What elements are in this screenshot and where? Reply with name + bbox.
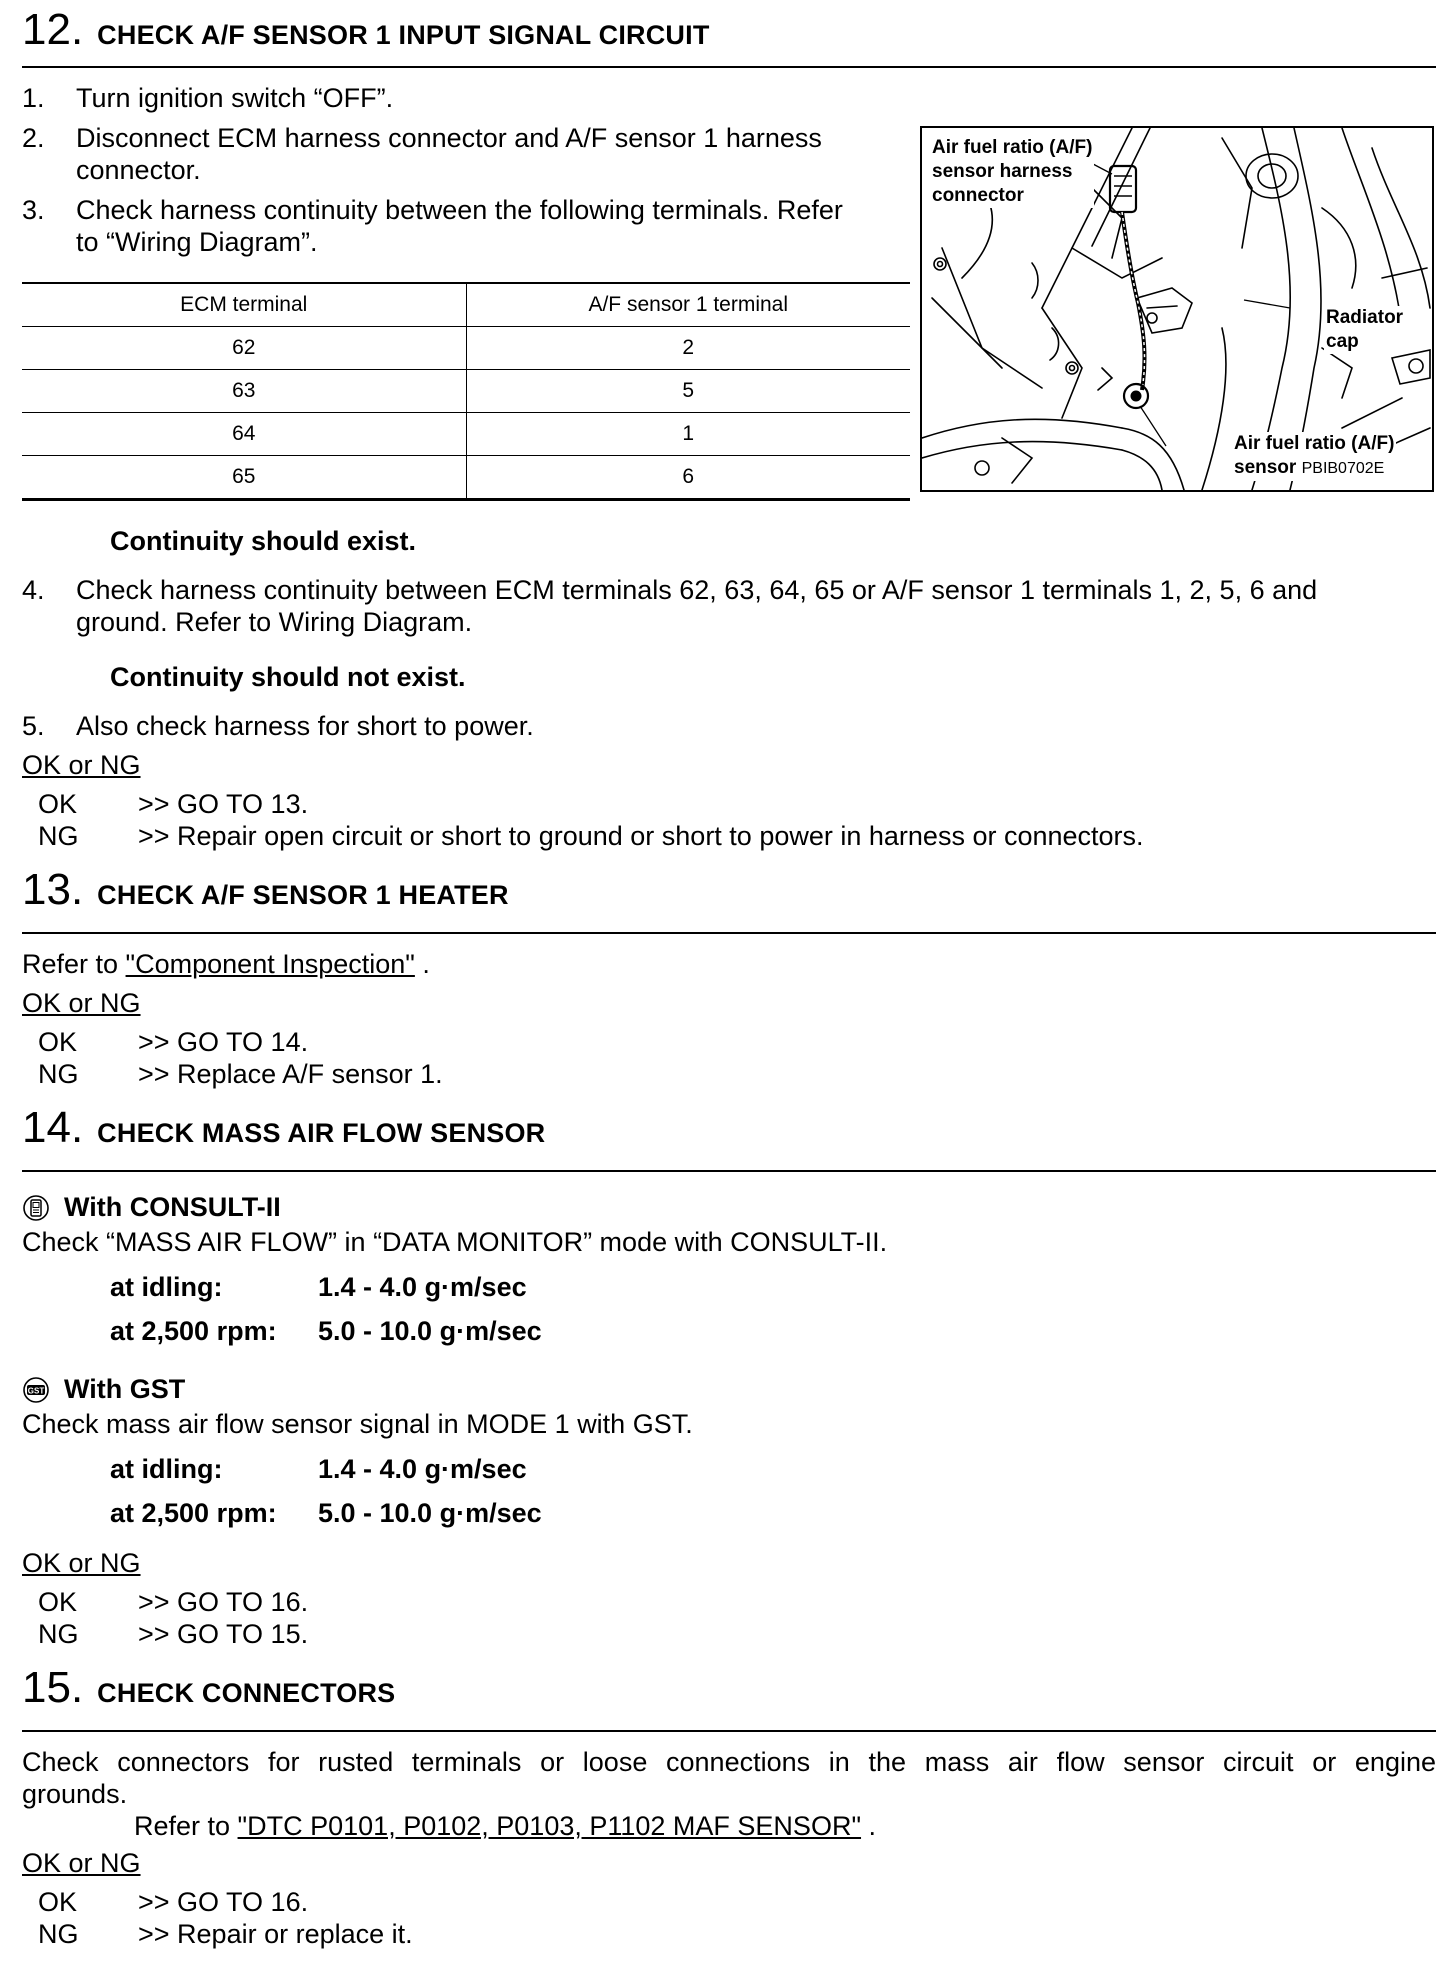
result-ng-row: NG >> GO TO 15. <box>38 1619 309 1649</box>
ok-or-ng-label: OK or NG <box>22 988 141 1018</box>
section-12-heading <box>22 5 1436 68</box>
result-ok-row: OK >> GO TO 16. <box>38 1587 309 1617</box>
figure-code: PBIB0702E <box>1301 460 1385 477</box>
gst-spec-2500: at 2,500 rpm: 5.0 - 10.0 g·m/sec <box>110 1498 542 1528</box>
consult-instruction: Check “MASS AIR FLOW” in “DATA MONITOR” mode with CONSULT-II. <box>22 1227 888 1257</box>
ok-or-ng-label: OK or NG <box>22 1548 141 1578</box>
table-row: 62 2 <box>22 327 910 370</box>
gst-spec-idling: at idling: 1.4 - 4.0 g·m/sec <box>110 1454 527 1484</box>
result-ok-row: OK >> GO TO 14. <box>38 1027 309 1057</box>
component-inspection-link[interactable]: "Component Inspection" <box>125 949 415 979</box>
consult-spec-2500: at 2,500 rpm: 5.0 - 10.0 g·m/sec <box>110 1316 542 1346</box>
step-2: 2. Disconnect ECM harness connector and A/F sensor 1 harness connector. <box>22 123 822 185</box>
consult-mode-heading: With CONSULT-II <box>22 1192 281 1223</box>
svg-text:GST: GST <box>27 1386 45 1395</box>
result-ok-row: OK >> GO TO 13. <box>38 789 309 819</box>
section-15-number: 15. <box>22 1663 84 1712</box>
ok-or-ng-label: OK or NG <box>22 750 141 780</box>
gst-mode-heading: GST With GST <box>22 1374 185 1405</box>
table-header-af: A/F sensor 1 terminal <box>588 293 789 316</box>
maf-sensor-dtc-link[interactable]: "DTC P0101, P0102, P0103, P1102 MAF SENSOR" <box>237 1811 862 1841</box>
section-12-number: 12. <box>22 5 84 54</box>
consult-spec-idling: at idling: 1.4 - 4.0 g·m/sec <box>110 1272 527 1302</box>
result-ng-row: NG >> Repair or replace it. <box>38 1919 413 1949</box>
section-15-instruction: Check connectors for rusted terminals or loose connections in the mass air flow sensor circuit or engine grounds. <box>22 1747 1436 1809</box>
table-header-row <box>22 283 910 327</box>
figure-label-radiator-cap: Radiator cap <box>1326 307 1404 352</box>
section-15-heading <box>22 1663 1436 1732</box>
engine-bay-figure <box>920 126 1434 492</box>
figure-label-harness-connector: Air fuel ratio (A/F) sensor harness connector <box>932 137 1093 206</box>
section-13-heading <box>22 865 1436 934</box>
continuity-not-exist-note: Continuity should not exist. <box>110 662 466 692</box>
step-3: 3. Check harness continuity between the following terminals. Refer to “Wiring Diagram”. <box>22 195 843 257</box>
continuity-exist-note: Continuity should exist. <box>110 526 417 556</box>
result-ok-row: OK >> GO TO 16. <box>38 1887 309 1917</box>
table-header-ecm: ECM terminal <box>22 283 466 327</box>
table-row: 65 6 <box>22 456 910 500</box>
section-14-heading <box>22 1103 1436 1172</box>
result-ng-row: NG >> Replace A/F sensor 1. <box>38 1059 443 1089</box>
table-row: 64 1 <box>22 413 910 456</box>
figure-label-af-sensor: Air fuel ratio (A/F) sensor PBIB0702E <box>1232 432 1396 481</box>
terminal-table <box>22 282 910 501</box>
gst-instruction: Check mass air flow sensor signal in MODE 1 with GST. <box>22 1409 693 1439</box>
section-13-number: 13. <box>22 865 84 914</box>
step-4: 4. Check harness continuity between ECM terminals 62, 63, 64, 65 or A/F sensor 1 terminals 1, 2, 5, 6 and ground. Refer to Wiring Diagram. <box>22 575 1318 637</box>
gst-icon <box>22 1376 50 1404</box>
section-13-title: CHECK A/F SENSOR 1 HEATER <box>97 880 509 910</box>
section-14-title: CHECK MASS AIR FLOW SENSOR <box>97 1118 546 1148</box>
section-13-refer: Refer to "Component Inspection" . <box>22 949 430 979</box>
ok-or-ng-label: OK or NG <box>22 1848 141 1878</box>
section-15-title: CHECK CONNECTORS <box>97 1678 396 1708</box>
consult-tester-icon <box>22 1194 50 1222</box>
section-12-title: CHECK A/F SENSOR 1 INPUT SIGNAL CIRCUIT <box>97 20 710 50</box>
section-15-refer: Refer to "DTC P0101, P0102, P0103, P1102 MAF SENSOR" . <box>134 1811 877 1841</box>
result-ng-row: NG >> Repair open circuit or short to ground or short to power in harness or connectors. <box>38 821 1144 851</box>
table-row: 63 5 <box>22 370 910 413</box>
section-14-number: 14. <box>22 1103 84 1152</box>
